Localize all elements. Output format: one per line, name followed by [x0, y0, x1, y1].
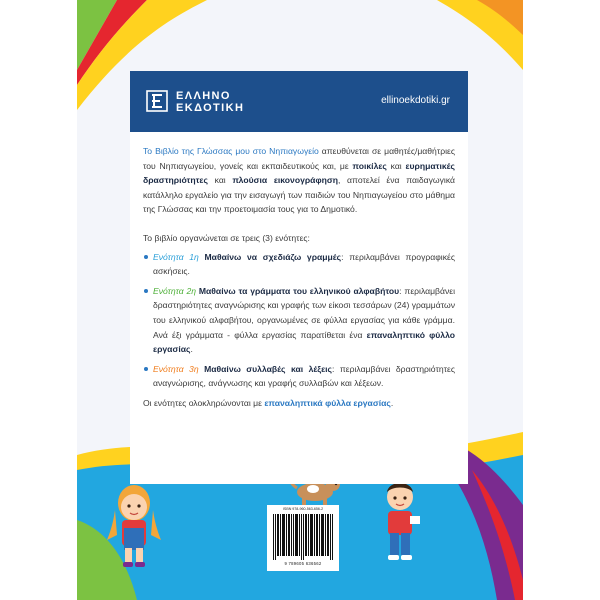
- publisher-name-line1: ΕΛΛΗΝΟ: [176, 90, 231, 102]
- closing-end: .: [390, 397, 394, 408]
- unit-item-1: [143, 250, 455, 279]
- unit-title: Μαθαίνω τα γράμματα του ελληνικού αλφαβήτου: [198, 285, 400, 296]
- publisher-header: [130, 71, 468, 132]
- barcode: [267, 505, 339, 571]
- book-back-cover: [77, 0, 523, 600]
- intro-bold-3: πλούσια εικονογράφηση: [232, 175, 338, 186]
- organization-lead: Το βιβλίο οργανώνεται σε τρεις (3) ενότητες:: [143, 232, 310, 243]
- isbn-digits: 9 789605 636562: [284, 561, 322, 566]
- unit-item-3: [143, 362, 455, 391]
- intro-text-4: , αποτελεί ένα παιδαγωγικά κατάλληλο εργαλείο για την εισαγωγή των παιδιών του Νηπιαγωγείου στο μάθημα της Γλώσσας και την προετοιμασία τους για το Δημοτικό.: [143, 175, 456, 215]
- unit-title: Μαθαίνω να σχεδιάζω γραμμές: [204, 251, 342, 262]
- unit-label: Ενότητα 1η: [153, 251, 199, 262]
- book-title-link: Το Βιβλίο της Γλώσσας μου στο Νηπιαγωγείο: [143, 146, 319, 156]
- units-list: [143, 250, 455, 391]
- isbn-text: ISBN 978-960-563-656-2: [282, 507, 324, 511]
- publisher-website[interactable]: ellinoekdotiki.gr: [381, 95, 450, 106]
- intro-paragraph: [143, 144, 455, 217]
- closing-paragraph: [143, 396, 455, 411]
- intro-bold-2: ευρηματικές δραστηριότητες: [143, 160, 455, 186]
- description-panel: [130, 132, 468, 484]
- unit-desc-end: .: [190, 344, 193, 355]
- unit-item-2: [143, 284, 455, 357]
- intro-text-1: απευθύνεται σε μαθητές/μαθήτριες του Νηπιαγωγείου, γονείς και εκπαιδευτικούς και, με: [143, 146, 455, 171]
- publisher-name-line2: ΕΚΔΟΤΙΚΗ: [176, 102, 245, 114]
- unit-label: Ενότητα 2η: [153, 285, 196, 296]
- intro-text-2: και: [386, 160, 406, 171]
- publisher-logo-icon: [146, 90, 168, 112]
- unit-desc: : περιλαμβάνει δραστηριότητες αναγνώρισης και γραφής των είκοσι τεσσάρων (24) γραμμάτων του ελληνικού αλφαβήτου, οργανωμένες σε φύλλα εργασίας για κάθε γράμμα. Ανά έξι γράμματα - φύλλα εργασίας παρατίθεται ένα: [153, 285, 455, 340]
- unit-title: Μαθαίνω συλλαβές και λέξεις: [204, 363, 333, 374]
- closing-bold: επαναληπτικά φύλλα εργασίας: [264, 397, 391, 408]
- intro-bold-1: ποικίλες: [352, 160, 387, 171]
- intro-text-3: και: [207, 175, 233, 186]
- unit-label: Ενότητα 3η: [153, 363, 199, 374]
- unit-desc-bold: επαναληπτικό φύλλο εργασίας: [153, 329, 456, 355]
- unit-desc: : περιλαμβάνει δραστηριότητες αναγνώρισης, ανάγνωσης και γραφής συλλαβών και λέξεων.: [153, 363, 456, 389]
- unit-desc: : περιλαμβάνει προγραφικές ασκήσεις.: [153, 251, 455, 277]
- barcode-bars: [273, 514, 333, 560]
- closing-text: Οι ενότητες ολοκληρώνονται με: [143, 397, 265, 408]
